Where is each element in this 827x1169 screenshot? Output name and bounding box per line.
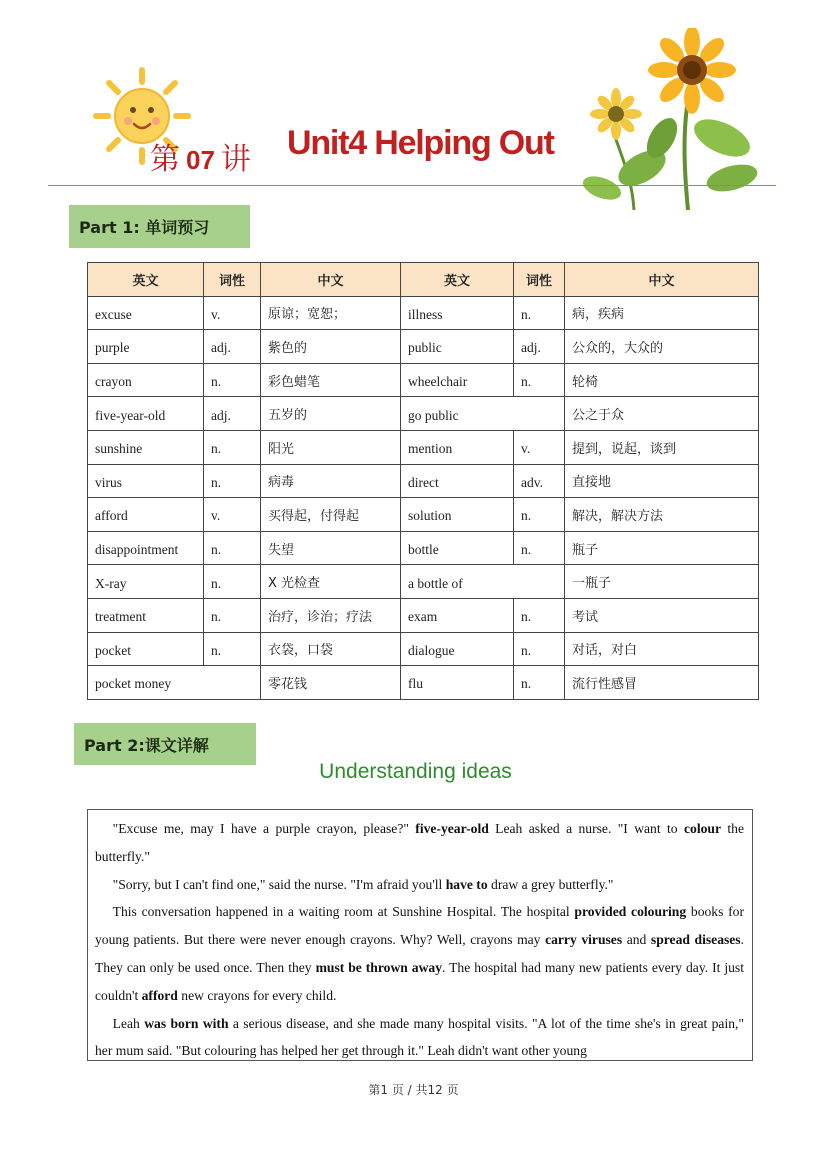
- header-divider: [48, 185, 776, 186]
- pos-cell: adv.: [514, 464, 565, 498]
- passage-box: [87, 809, 753, 1061]
- table-row: [88, 296, 759, 330]
- pos-cell: n.: [514, 598, 565, 632]
- table-row: [88, 464, 759, 498]
- meaning-cell: 病，疾病: [565, 296, 759, 330]
- pos-cell: n.: [204, 632, 261, 666]
- meaning-cell: 考试: [565, 598, 759, 632]
- meaning-cell: 阳光: [261, 430, 401, 464]
- pos-cell: adj.: [514, 330, 565, 364]
- passage-paragraph-2: "Sorry, but I can't find one," said the nurse. "I'm afraid you'll have to draw a grey butterfly.": [112, 876, 614, 892]
- meaning-cell: 失望: [261, 531, 401, 565]
- header-english-2: 英文: [401, 263, 514, 297]
- meaning-cell: 彩色蜡笔: [261, 363, 401, 397]
- table-row: [88, 598, 759, 632]
- word-cell: treatment: [88, 598, 204, 632]
- phrase-cell: a bottle of: [401, 565, 565, 599]
- meaning-cell: 零花钱: [261, 666, 401, 700]
- word-cell: afford: [88, 498, 204, 532]
- word-cell: public: [401, 330, 514, 364]
- table-row: [88, 666, 759, 700]
- pos-cell: n.: [514, 632, 565, 666]
- meaning-cell: 治疗，诊治；疗法: [261, 598, 401, 632]
- sunflower-illustration: [572, 28, 782, 210]
- meaning-cell: 瓶子: [565, 531, 759, 565]
- table-row: [88, 397, 759, 431]
- pos-cell: v.: [204, 498, 261, 532]
- part2-label: Part 2:课文详解: [74, 723, 256, 765]
- passage-paragraph-3: This conversation happened in a waiting room at Sunshine Hospital. The hospital provided colouring books for young patients. But there were never enough crayons. Why? Well, crayons may carry viruses and spread diseases. They can only be used once. Then they must be thrown away. The hospital had many new patients every day. It just couldn't afford new crayons for every child.: [95, 904, 745, 1003]
- meaning-cell: 一瓶子: [565, 565, 759, 599]
- meaning-cell: 病毒: [261, 464, 401, 498]
- table-header-row: [88, 263, 759, 297]
- meaning-cell: 轮椅: [565, 363, 759, 397]
- table-row: [88, 330, 759, 364]
- meaning-cell: 对话，对白: [565, 632, 759, 666]
- pos-cell: n.: [514, 666, 565, 700]
- word-cell: disappointment: [88, 531, 204, 565]
- word-cell: five-year-old: [88, 397, 204, 431]
- word-cell: crayon: [88, 363, 204, 397]
- header-english: 英文: [88, 263, 204, 297]
- meaning-cell: 解决，解决方法: [565, 498, 759, 532]
- word-cell: excuse: [88, 296, 204, 330]
- header-pos-2: 词性: [514, 263, 565, 297]
- header-chinese-2: 中文: [565, 263, 759, 297]
- table-row: [88, 363, 759, 397]
- header-pos: 词性: [204, 263, 261, 297]
- word-cell: direct: [401, 464, 514, 498]
- meaning-cell: X 光检查: [261, 565, 401, 599]
- table-row: [88, 531, 759, 565]
- table-row: [88, 498, 759, 532]
- vocabulary-table: [87, 262, 759, 700]
- passage-paragraph-1: "Excuse me, may I have a purple crayon, please?" five-year-old Leah asked a nurse. "I want to colour the butterfly.": [95, 821, 744, 864]
- word-cell: X-ray: [88, 565, 204, 599]
- word-cell: solution: [401, 498, 514, 532]
- pos-cell: n.: [204, 565, 261, 599]
- word-cell: bottle: [401, 531, 514, 565]
- meaning-cell: 五岁的: [261, 397, 401, 431]
- pos-cell: n.: [204, 464, 261, 498]
- meaning-cell: 公众的，大众的: [565, 330, 759, 364]
- passage-paragraph-4: Leah was born with a serious disease, and she made many hospital visits. "A lot of the time she's in great pain," her mum said. "But colouring has helped her get through it." Leah didn't want other young: [95, 1015, 744, 1059]
- meaning-cell: 公之于众: [565, 397, 759, 431]
- section-title: Understanding ideas: [319, 760, 512, 783]
- word-cell: pocket: [88, 632, 204, 666]
- meaning-cell: 直接地: [565, 464, 759, 498]
- pos-cell: adj.: [204, 397, 261, 431]
- pos-cell: n.: [204, 531, 261, 565]
- meaning-cell: 衣袋，口袋: [261, 632, 401, 666]
- pos-cell: n.: [514, 363, 565, 397]
- pos-cell: n.: [514, 531, 565, 565]
- word-cell: virus: [88, 464, 204, 498]
- pos-cell: n.: [204, 430, 261, 464]
- meaning-cell: 提到，说起，谈到: [565, 430, 759, 464]
- word-cell: illness: [401, 296, 514, 330]
- pos-cell: n.: [204, 363, 261, 397]
- pos-cell: v.: [514, 430, 565, 464]
- pos-cell: n.: [514, 296, 565, 330]
- part1-label: Part 1: 单词预习: [69, 205, 250, 248]
- meaning-cell: 流行性感冒: [565, 666, 759, 700]
- phrase-cell: go public: [401, 397, 565, 431]
- word-cell: wheelchair: [401, 363, 514, 397]
- page-footer: 第1 页 / 共12 页: [368, 1083, 459, 1097]
- word-cell: exam: [401, 598, 514, 632]
- table-row: [88, 632, 759, 666]
- word-cell: mention: [401, 430, 514, 464]
- pos-cell: n.: [204, 598, 261, 632]
- meaning-cell: 紫色的: [261, 330, 401, 364]
- word-cell: sunshine: [88, 430, 204, 464]
- table-row: [88, 565, 759, 599]
- word-cell: purple: [88, 330, 204, 364]
- pos-cell: v.: [204, 296, 261, 330]
- meaning-cell: 买得起，付得起: [261, 498, 401, 532]
- header-chinese: 中文: [261, 263, 401, 297]
- table-row: [88, 430, 759, 464]
- pos-cell: adj.: [204, 330, 261, 364]
- pos-cell: n.: [514, 498, 565, 532]
- lesson-number: 第 07 讲: [150, 143, 251, 176]
- meaning-cell: 原谅；宽恕；: [261, 296, 401, 330]
- phrase-cell: pocket money: [88, 666, 261, 700]
- word-cell: flu: [401, 666, 514, 700]
- word-cell: dialogue: [401, 632, 514, 666]
- page-title: Unit4 Helping Out: [287, 124, 554, 162]
